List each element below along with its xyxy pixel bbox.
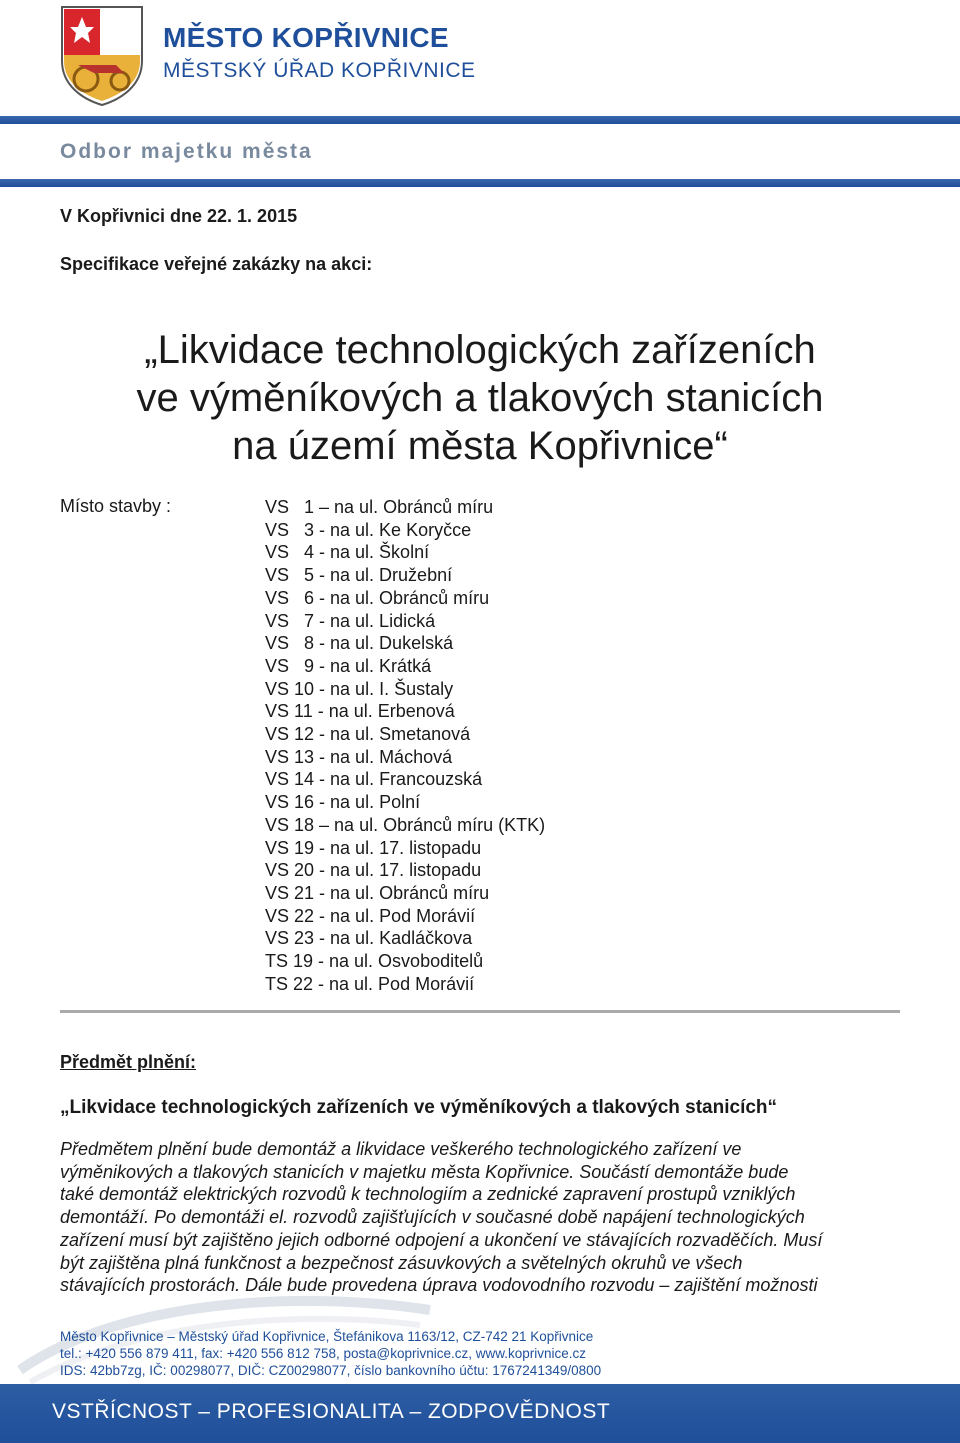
- department-divider: [0, 179, 960, 187]
- footer-address: Město Kopřivnice – Městský úřad Kopřivnice, Štefánikova 1163/12, CZ-742 21 Kopřivnice: [60, 1329, 594, 1344]
- place-item: VS 6 - na ul. Obránců míru: [265, 587, 490, 608]
- body-line: být zajištěna plná funkčnost a bezpečnost zásuvkových a světelných okruhů ve všech: [60, 1252, 743, 1273]
- place-item: VS 4 - na ul. Školní: [265, 542, 430, 563]
- place-item: VS 21 - na ul. Obránců míru: [265, 882, 490, 903]
- place-item: VS 9 - na ul. Krátká: [265, 655, 432, 676]
- place-item: VS 20 - na ul. 17. listopadu: [265, 860, 482, 881]
- body-line: demontáží. Po demontáži el. rozvodů zajišťujících v současné době napájení technologických: [60, 1207, 805, 1228]
- place-item: VS 12 - na ul. Smetanová: [265, 724, 471, 745]
- places-list: [265, 496, 545, 995]
- section-divider: [60, 1010, 900, 1013]
- place-item: VS 1 – na ul. Obránců míru: [265, 497, 494, 517]
- place-item: VS 10 - na ul. I. Šustaly: [265, 678, 454, 699]
- place-label: Místo stavby :: [60, 496, 172, 516]
- place-item: TS 22 - na ul. Pod Morávií: [265, 973, 475, 994]
- place-item: VS 18 – na ul. Obránců míru (KTK): [265, 814, 546, 835]
- brand-subtitle: MĚSTSKÝ ÚŘAD KOPŘIVNICE: [163, 59, 476, 82]
- department-name: Odbor majetku města: [60, 140, 313, 163]
- body-paragraph: [60, 1138, 900, 1297]
- header-divider: [0, 116, 960, 124]
- place-item: VS 19 - na ul. 17. listopadu: [265, 837, 482, 858]
- footer-slogan: VSTŘÍCNOST – PROFESIONALITA – ZODPOVĚDNOST: [52, 1400, 611, 1423]
- place-item: VS 23 - na ul. Kadláčkova: [265, 928, 473, 949]
- body-line: také demontáž elektrických rozvodů k technologiím a zednické zapravení prostupů vzniklých: [60, 1184, 796, 1205]
- document-title: [0, 326, 960, 470]
- body-line: Předmětem plnění bude demontáž a likvidace veškerého technologického zařízení ve: [60, 1139, 742, 1159]
- date-line: V Kopřivnici dne 22. 1. 2015: [60, 206, 298, 226]
- place-item: VS 5 - na ul. Družební: [265, 565, 453, 586]
- place-item: VS 22 - na ul. Pod Morávií: [265, 905, 476, 926]
- footer-ids: IDS: 42bb7zg, IČ: 00298077, DIČ: CZ00298077, číslo bankovního účtu: 1767241349/0800: [60, 1363, 602, 1378]
- subject-label: Předmět plnění:: [60, 1052, 197, 1072]
- body-line: zařízení musí být zajištěno jejich odborné odpojení a ukončení ve stávajících rozvaděčích. Musí: [60, 1229, 823, 1250]
- title-line: ve výměníkových a tlakových stanicích: [136, 376, 824, 420]
- place-item: VS 11 - na ul. Erbenová: [265, 701, 455, 722]
- place-item: TS 19 - na ul. Osvoboditelů: [265, 951, 484, 972]
- place-item: VS 16 - na ul. Polní: [265, 792, 421, 813]
- place-item: VS 8 - na ul. Dukelská: [265, 633, 454, 654]
- title-line: na území města Kopřivnice“: [232, 424, 728, 468]
- footer-phone: tel.: +420 556 879 411, fax: +420 556 812 758, posta@koprivnice.cz, www.koprivnice.cz: [60, 1346, 587, 1361]
- place-item: VS 7 - na ul. Lidická: [265, 610, 436, 631]
- body-line: výměnikových a tlakových stanicích v majetku města Kopřivnice. Součástí demontáže bude: [60, 1161, 789, 1182]
- subject-title: „Likvidace technologických zařízeních ve výměníkových a tlakových stanicích“: [60, 1097, 778, 1118]
- footer-contact: [60, 1328, 601, 1379]
- body-line: stávajících prostorách. Dále bude provedena úprava vodovodního rozvodu – zajištění možnosti: [60, 1275, 818, 1296]
- coat-of-arms-icon: [58, 3, 146, 108]
- title-line: „Likvidace technologických zařízeních: [144, 328, 816, 372]
- brand-title: MĚSTO KOPŘIVNICE: [163, 22, 449, 53]
- place-item: VS 3 - na ul. Ke Koryčce: [265, 519, 472, 540]
- place-item: VS 13 - na ul. Máchová: [265, 746, 453, 767]
- place-item: VS 14 - na ul. Francouzská: [265, 769, 483, 790]
- spec-line: Specifikace veřejné zakázky na akci:: [60, 254, 373, 274]
